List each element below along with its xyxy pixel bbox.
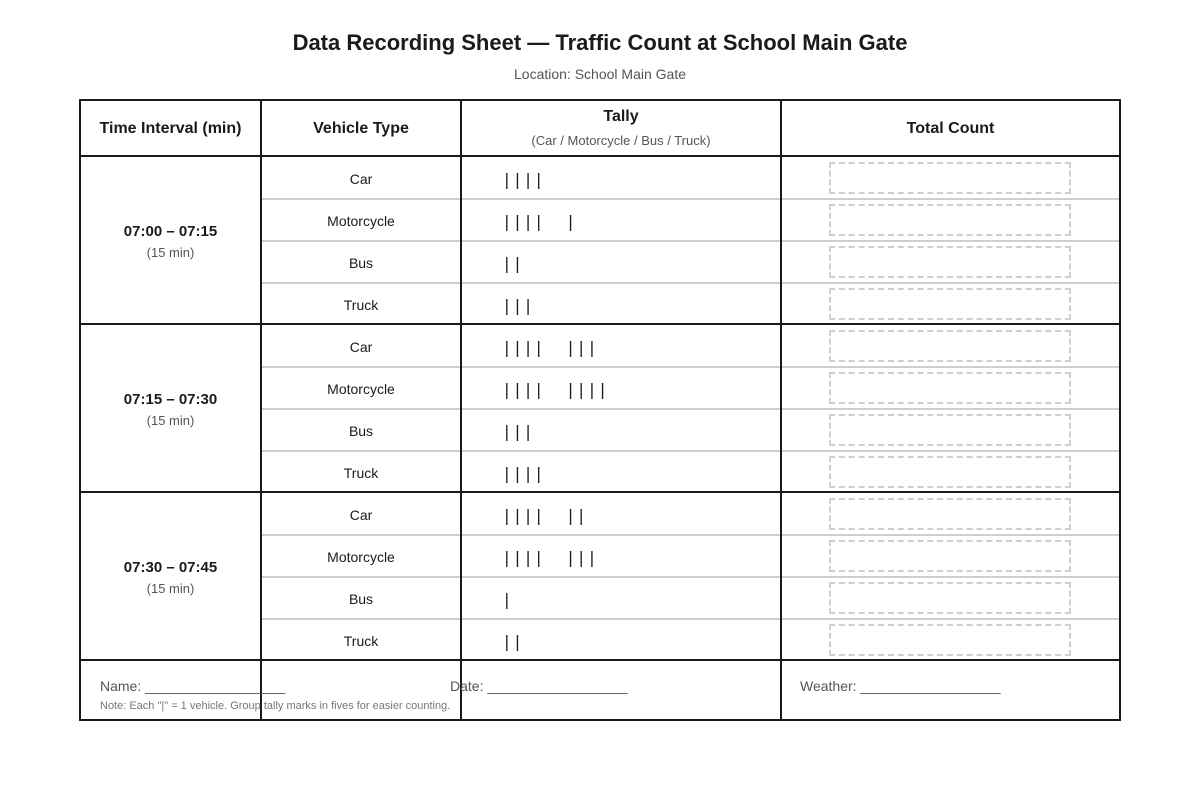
- vehicle-type-cell: Bus: [348, 591, 374, 607]
- vehicle-type-cell: Bus: [348, 255, 374, 271]
- interval-time: 07:00 – 07:15: [123, 222, 218, 240]
- header-total-count-label: Total Count: [906, 120, 995, 137]
- footer-note: Note: Each "|" = 1 vehicle. Group tally marks in fives for easier counting.: [100, 700, 451, 712]
- total-count-input[interactable]: [829, 456, 1071, 488]
- total-count-input[interactable]: [829, 582, 1071, 614]
- header-time-interval: [81, 101, 260, 157]
- total-count-input[interactable]: [829, 246, 1071, 278]
- total-count-input[interactable]: [829, 372, 1071, 404]
- header-total-count: [782, 101, 1119, 157]
- interval-duration: (15 min): [146, 244, 195, 260]
- tally-marks: |: [502, 589, 513, 609]
- tally-marks: ||: [502, 253, 524, 273]
- header-tally-sublabel: (Car / Motorcycle / Bus / Truck): [531, 133, 711, 148]
- vehicle-type-cell: Motorcycle: [327, 549, 395, 565]
- interval-cell: [81, 157, 260, 325]
- total-count-input[interactable]: [829, 624, 1071, 656]
- vehicle-type-cell: Motorcycle: [327, 381, 395, 397]
- total-count-input[interactable]: [829, 162, 1071, 194]
- vehicle-type-cell: Car: [349, 171, 373, 187]
- vehicle-type-cell: Motorcycle: [327, 213, 395, 229]
- vehicle-type-cell: Truck: [343, 633, 379, 649]
- name-field[interactable]: Name: __________________: [100, 678, 286, 694]
- vehicle-type-cell: Bus: [348, 423, 374, 439]
- column-divider: [260, 101, 262, 719]
- header-vehicle-type: [262, 101, 460, 157]
- tally-marks: |||| |||: [502, 337, 598, 357]
- total-count-input[interactable]: [829, 204, 1071, 236]
- tally-marks: |||: [502, 421, 534, 441]
- date-field[interactable]: Date: __________________: [450, 678, 628, 694]
- header-time-interval-label: Time Interval (min): [99, 120, 242, 137]
- interval-time: 07:15 – 07:30: [123, 390, 218, 408]
- tally-marks: |||| |||: [502, 547, 598, 567]
- tally-marks: ||||: [502, 463, 545, 483]
- tally-marks: |||| ||||: [502, 379, 609, 399]
- total-count-input[interactable]: [829, 498, 1071, 530]
- weather-field[interactable]: Weather: __________________: [800, 678, 1001, 694]
- tally-marks: |||| ||: [502, 505, 588, 525]
- header-tally: [462, 99, 780, 157]
- tally-marks: |||: [502, 295, 534, 315]
- column-divider: [780, 101, 782, 719]
- tally-marks: ||||: [502, 169, 545, 189]
- header-tally-label: Tally: [603, 108, 639, 125]
- location-subtitle: Location: School Main Gate: [514, 66, 686, 82]
- interval-duration: (15 min): [146, 412, 195, 428]
- vehicle-type-cell: Truck: [343, 465, 379, 481]
- interval-duration: (15 min): [146, 580, 195, 596]
- column-divider: [460, 101, 462, 719]
- total-count-input[interactable]: [829, 288, 1071, 320]
- tally-marks: ||: [502, 631, 524, 651]
- total-count-input[interactable]: [829, 414, 1071, 446]
- vehicle-type-cell: Car: [349, 507, 373, 523]
- total-count-input[interactable]: [829, 330, 1071, 362]
- interval-time: 07:30 – 07:45: [123, 558, 218, 576]
- vehicle-type-cell: Truck: [343, 297, 379, 313]
- interval-divider: [81, 659, 1119, 661]
- header-vehicle-type-label: Vehicle Type: [313, 120, 409, 137]
- interval-cell: [81, 325, 260, 493]
- total-count-input[interactable]: [829, 540, 1071, 572]
- tally-marks: |||| |: [502, 211, 577, 231]
- sheet-title: Data Recording Sheet — Traffic Count at School Main Gate: [292, 30, 908, 55]
- interval-cell: [81, 493, 260, 661]
- traffic-count-table: [79, 99, 1121, 721]
- vehicle-type-cell: Car: [349, 339, 373, 355]
